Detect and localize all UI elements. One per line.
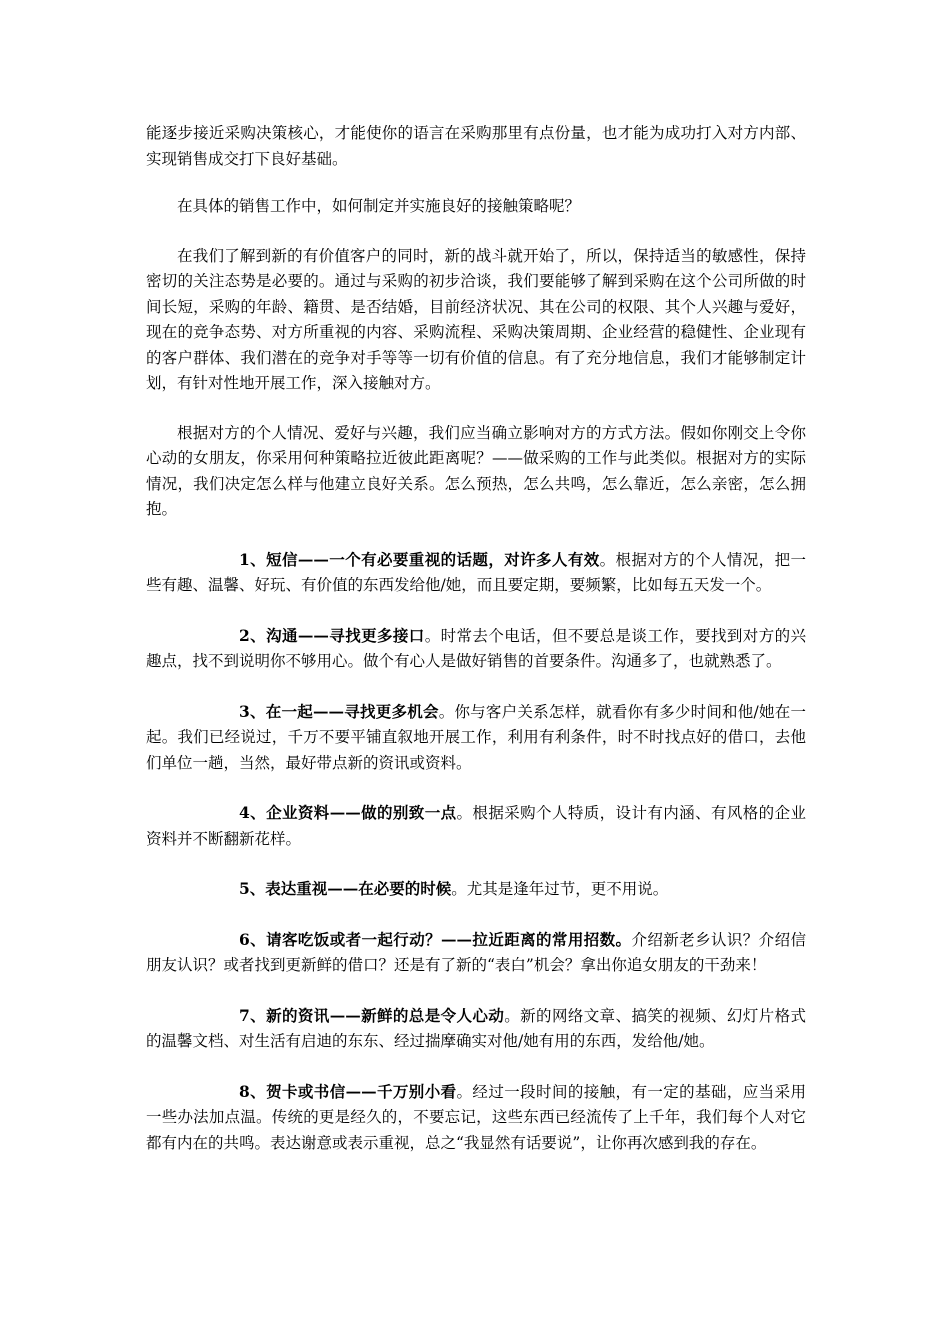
list-item-show-importance <box>146 876 806 903</box>
list-item-sms <box>146 547 806 599</box>
item-heading: 7、新的资讯——新鲜的总是令人心动 <box>239 1005 505 1025</box>
item-text: 。经过一段时间的接触，有一定的基础，应当采用一些办法加点温。传统的更是经久的，不要忘记，这些东西已经流传了上千年，我们每个人对它都有内在的共鸣。表达谢意或表示重视，总之“我显然有话要说”，让你再次感到我的存在。 <box>146 1082 806 1152</box>
item-heading: 2、沟通——寻找更多接口 <box>239 625 425 645</box>
item-heading: 3、在一起——寻找更多机会 <box>239 701 439 721</box>
item-text: 。根据对方的个人情况，把一些有趣、温馨、好玩、有价值的东西发给他/她，而且要定期，要频繁，比如每五天发一个。 <box>146 550 806 594</box>
item-text: 。根据采购个人特质，设计有内涵、有风格的企业资料并不断翻新花样。 <box>146 804 806 848</box>
document-body <box>146 121 806 1180</box>
paragraph-continuation: 能逐步接近采购决策核心，才能使你的语言在采购那里有点份量，也才能为成功打入对方内部、实现销售成交打下良好基础。 <box>146 124 806 168</box>
paragraph-information: 在我们了解到新的有价值客户的同时，新的战斗就开始了，所以，保持适当的敏感性，保持密切的关注态势是必要的。通过与采购的初步洽谈，我们要能够了解到采购在这个公司所做的时间长短，采购的年龄、籍贯、是否结婚，目前经济状况、其在公司的权限、其个人兴趣与爱好，现在的竞争态势、对方所重视的内容、采购流程、采购决策周期、企业经营的稳健性、企业现有的客户群体、我们潜在的竞争对手等等一切有价值的信息。有了充分地信息，我们才能够制定计划，有针对性地开展工作，深入接触对方。 <box>146 246 806 392</box>
item-heading: 5、表达重视——在必要的时候 <box>239 879 452 898</box>
item-text: 介绍新老乡认识？介绍信朋友认识？或者找到更新鲜的借口？还是有了新的“表白”机会？拿出你追女朋友的干劲来！ <box>146 930 806 974</box>
list-item-communication <box>146 623 806 675</box>
item-heading: 4、企业资料——做的别致一点 <box>239 803 457 822</box>
list-item-company-materials <box>146 800 806 852</box>
paragraph-question: 在具体的销售工作中，如何制定并实施良好的接触策略呢？ <box>177 197 581 215</box>
list-item-together <box>146 699 806 777</box>
list-item-dinner <box>146 927 806 979</box>
paragraph-approach: 根据对方的个人情况、爱好与兴趣，我们应当确立影响对方的方式方法。假如你刚交上令你心动的女朋友，你采用何种策略拉近彼此距离呢？——做采购的工作与此类似。根据对方的实际情况，我们决定怎么样与他建立良好关系。怎么预热，怎么共鸣，怎么靠近，怎么亲密，怎么拥抱。 <box>146 423 806 518</box>
item-heading: 1、短信——一个有必要重视的话题，对许多人有效 <box>239 549 600 569</box>
item-text: 。时常去个电话，但不要总是谈工作，要找到对方的兴趣点，找不到说明你不够用心。做个有心人是做好销售的首要条件。沟通多了，也就熟悉了。 <box>146 626 806 670</box>
item-heading: 6、请客吃饭或者一起行动？——拉近距离的常用招数。 <box>239 929 632 949</box>
list-item-cards-letters <box>146 1079 806 1157</box>
item-text: 。你与客户关系怎样，就看你有多少时间和他/她在一起。我们已经说过，千万不要平铺直叙地开展工作，利用有利条件，时不时找点好的借口，去他们单位一趟，当然，最好带点新的资讯或资料。 <box>146 702 806 772</box>
item-text: 。尤其是逢年过节，更不用说。 <box>451 880 669 898</box>
item-text: 。新的网络文章、搞笑的视频、幻灯片格式的温馨文档、对生活有启迪的东东、经过揣摩确实对他/她有用的东西，发给他/她。 <box>146 1006 806 1050</box>
item-heading: 8、贺卡或书信——千万别小看 <box>239 1081 457 1101</box>
list-item-new-information <box>146 1003 806 1055</box>
